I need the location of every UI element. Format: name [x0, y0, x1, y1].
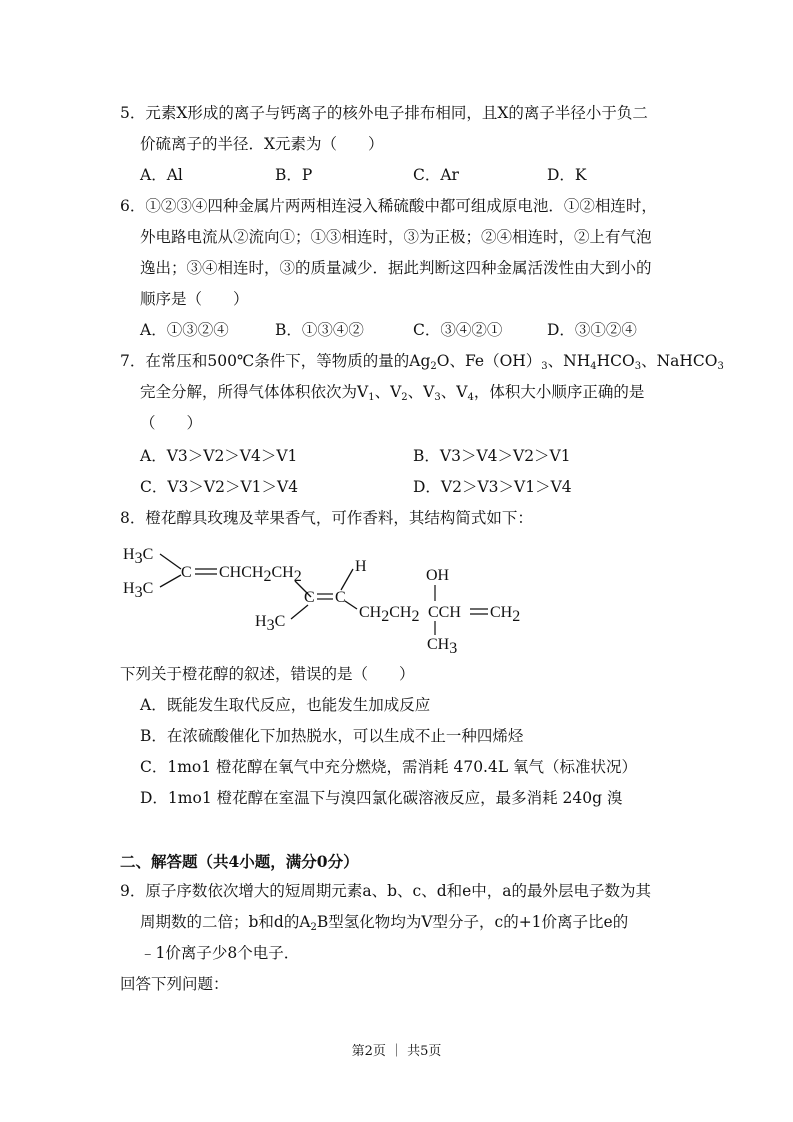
q6-option-d: D．③①②④ [547, 321, 637, 339]
q7-option-d: D．V2＞V3＞V1＞V4 [413, 478, 572, 496]
h3c-bottom: H3C [123, 580, 154, 601]
q7-option-b: B．V3＞V4＞V2＞V1 [413, 447, 571, 465]
q6-option-a: A．①③②④ [140, 321, 229, 339]
q6-line3: 逸出；③④相连时，③的质量减少．据此判断这四种金属活泼性由大到小的 [140, 259, 652, 277]
chain2: CH2CH2 [359, 604, 420, 625]
q8-option-c: C．1mo1 橙花醇在氧气中充分燃烧，需消耗 470.4L 氧气（标准状况） [140, 758, 638, 776]
h3c-top: H3C [123, 546, 154, 567]
q7-line1: 7．在常压和500℃条件下，等物质的量的$Ag_2O$、$Fe(OH)_3$、$NH_4HCO_3$、NaHCO$_3$ [120, 352, 724, 372]
q6-option-b: B．①③④② [275, 321, 364, 339]
q5-option-c: C．Ar [413, 166, 459, 184]
q6-line1: 6．①②③④四种金属片两两相连浸入稀硫酸中都可组成原电池．①②相连时， [120, 197, 657, 215]
page-footer: 第2页 ｜ 共5页 [351, 1044, 442, 1059]
q5-option-b: B．P [275, 166, 313, 184]
ch2-end: CH2 [490, 604, 521, 625]
ceq-left: C [304, 589, 315, 606]
q9-line1: 9．原子序数依次增大的短周期元素a、b、c、d和e中，a的最外层电子数为其 [120, 882, 652, 900]
h-label: H [355, 558, 367, 575]
section-heading: 二、解答题（共4小题，满分0分） [120, 852, 359, 871]
q7-option-a: A．V3＞V2＞V4＞V1 [140, 447, 298, 465]
q8-line1: 8．橙花醇具玫瑰及苹果香气，可作香料，其结构简式如下： [120, 509, 533, 527]
structural-formula [115, 535, 555, 660]
q7-line3: （ ） [140, 414, 203, 432]
q6-option-c: C．③④②① [413, 321, 503, 339]
c1: C [181, 564, 192, 581]
q8-option-a: A．既能发生取代反应，也能发生加成反应 [140, 696, 431, 714]
ch3: CH3 [427, 636, 458, 657]
q9-line4: 回答下列问题： [120, 975, 229, 993]
h3c-middle: H3C [255, 613, 286, 634]
q5-line1: 5．元素X形成的离子与钙离子的核外电子排布相同，且X的离子半径小于负二 [120, 104, 648, 122]
q9-line3: ﹣1价离子少8个电子． [140, 944, 300, 962]
q5-option-a: A．Al [140, 166, 183, 184]
oh-label: OH [426, 567, 450, 584]
q7-option-c: C．V3＞V2＞V1＞V4 [140, 478, 299, 496]
cch: CCH [428, 604, 461, 621]
ceq-right: C [335, 589, 346, 606]
q8-option-d: D．1mo1 橙花醇在室温下与溴四氯化碳溶液反应，最多消耗 240g 溴 [140, 789, 623, 807]
q8-option-b: B．在浓硫酸催化下加热脱水，可以生成不止一种四烯烃 [140, 727, 524, 745]
q6-line4: 顺序是（ ） [140, 290, 249, 308]
q5-line2: 价硫离子的半径．X元素为（ ） [140, 135, 384, 153]
chain1: CHCH2CH2 [219, 564, 302, 585]
q7-line2: 完全分解，所得气体体积依次为$V_1$、$V_2$、$V_3$、$V_4$，体积大小顺序正确的是 [140, 383, 645, 403]
q5-option-d: D．K [547, 166, 587, 184]
q9-line2: 周期数的二倍；b和d的$A_2B$型氢化物均为V型分子，c的+1价离子比e的 [140, 913, 629, 933]
q8-prompt: 下列关于橙花醇的叙述，错误的是（ ） [120, 665, 415, 683]
q6-line2: 外电路电流从②流向①；①③相连时，③为正极；②④相连时，②上有气泡 [140, 228, 652, 246]
